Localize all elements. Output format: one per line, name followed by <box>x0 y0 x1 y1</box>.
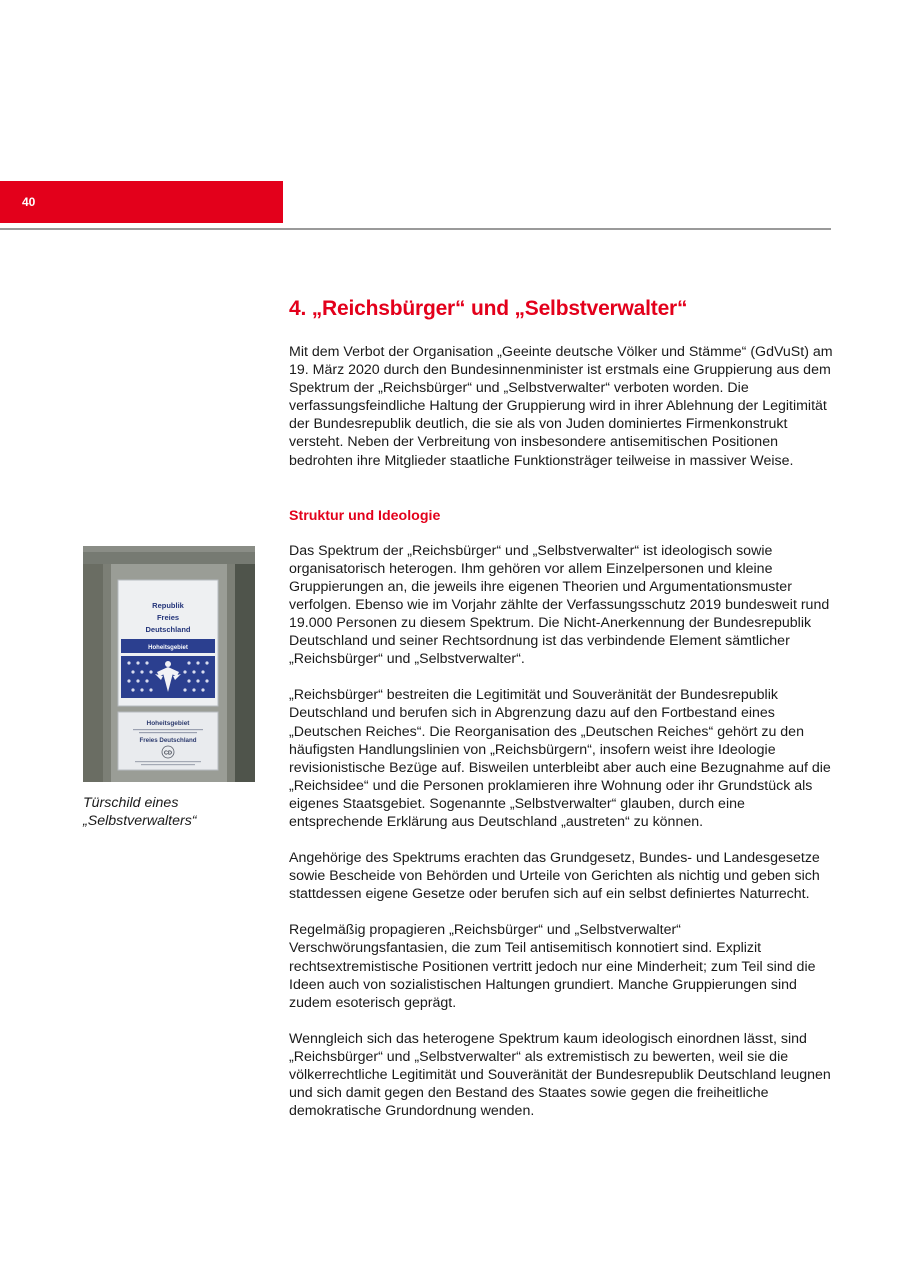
body-paragraph-4: Regelmäßig propagieren „Reichsbürger“ und „Selbstverwalter“ Verschwörungsfantasien, die zum Teil antisemitisch konnotiert sind. Explizit rechtsextremistische Positionen vertritt jedoch nur eine Minderheit; zum Teil sind die Ideen auch von sozialistischen Haltungen grundiert. Manche Gruppierungen sind zudem esoterisch geprägt. <box>289 922 816 1011</box>
sign-lower-subtitle: Freies Deutschland <box>139 737 197 744</box>
photo-caption: Türschild eines „Selbstverwalters“ <box>83 795 197 829</box>
intro-paragraph: Mit dem Verbot der Organisation „Geeinte deutsche Völker und Stämme“ (GdVuSt) am 19. März 2020 durch den Bundesinnenminister ist erstmals eine Gruppierung aus dem Spektrum der „Reichsbürger“ und „Selbstverwalter“ verboten worden. Die verfassungsfeindliche Haltung der Gruppierung wird in ihrer Ablehnung der Legitimität der Bundesrepublik deutlich, die sie als von Juden dominiertes Firmenkonstrukt versteht. Neben der Verbreitung von insbesondere antisemitischen Positionen bedrohten ihre Mitglieder staatliche Funktionsträger teilweise in massiver Weise. <box>289 344 833 469</box>
body-paragraph-2: „Reichsbürger“ bestreiten die Legitimität und Souveränität der Bundesrepublik Deutschland und berufen sich in Abgrenzung dazu auf den Fortbestand eines „Deutschen Reiches“. Die Reorganisation des „Deutschen Reiches“ gehört zu den häufigsten Handlungslinien von „Reichsbürgern“, insofern weist ihre Ideologie revisionistische Bezüge auf. Bisweilen unterbleibt aber auch eine Bezugnahme auf die „Reichsidee“ und die Personen proklamieren ihre Wohnung oder ihr Grundstück als eigenes Staatsgebiet. Sogenannte „Selbstverwalter“ glauben, durch eine entsprechende Erklärung aus Deutschland „austreten“ zu können. <box>289 687 831 830</box>
main-content <box>289 295 834 1138</box>
door-sign-photo-image <box>83 546 255 782</box>
sign-upper-line-1: Republik <box>152 601 184 610</box>
door-sign-photo <box>83 546 255 782</box>
chapter-title: 4. „Reichsbürger“ und „Selbstverwalter“ <box>289 297 688 320</box>
sign-lower-title: Hoheitsgebiet <box>146 720 190 727</box>
section-heading: Struktur und Ideologie <box>289 507 441 524</box>
page-number-tab <box>0 181 283 223</box>
header-divider <box>0 228 831 230</box>
body-paragraph-3: Angehörige des Spektrums erachten das Grundgesetz, Bundes- und Landesgesetze sowie Bescheide von Behörden und Urteile von Gerichten als nichtig und geben sich stattdessen eigene Gesetze oder berufen sich auf ein selbst definiertes Naturrecht. <box>289 850 820 903</box>
sign-lower-badge: CD <box>164 750 172 757</box>
page-number: 40 <box>22 195 36 209</box>
sign-upper-line-2: Freies <box>156 613 180 622</box>
body-paragraph-5: Wenngleich sich das heterogene Spektrum kaum ideologisch einordnen lässt, sind „Reichsbürger“ und „Selbstverwalter“ als extremistisch zu bewerten, weil sie die völkerrechtliche Legitimität und Souveränität der Bundesrepublik Deutschland leugnen und sich damit gegen den Bestand des Staates sowie gegen die freiheitliche demokratische Grundordnung wenden. <box>289 1030 831 1120</box>
sign-band-label: Hoheitsgebiet <box>148 645 188 651</box>
sign-upper-line-3: Deutschland <box>145 625 191 634</box>
body-paragraph-1: Das Spektrum der „Reichsbürger“ und „Selbstverwalter“ ist ideologisch sowie organisatorisch heterogen. Ihm gehören vor allem Einzelpersonen und kleine Gruppierungen an, die jeweils ihre eigenen Theorien und Argumentationsmuster verfolgen. Ebenso wie im Vorjahr zählte der Verfassungsschutz 2019 bundesweit rund 19.000 Personen zu diesem Spektrum. Die Nicht-Anerkennung der Bundesrepublik Deutschland und seiner Rechtsordnung ist das verbindende Element sämtlicher „Reichsbürger“ und „Selbstverwalter“. <box>289 542 830 668</box>
